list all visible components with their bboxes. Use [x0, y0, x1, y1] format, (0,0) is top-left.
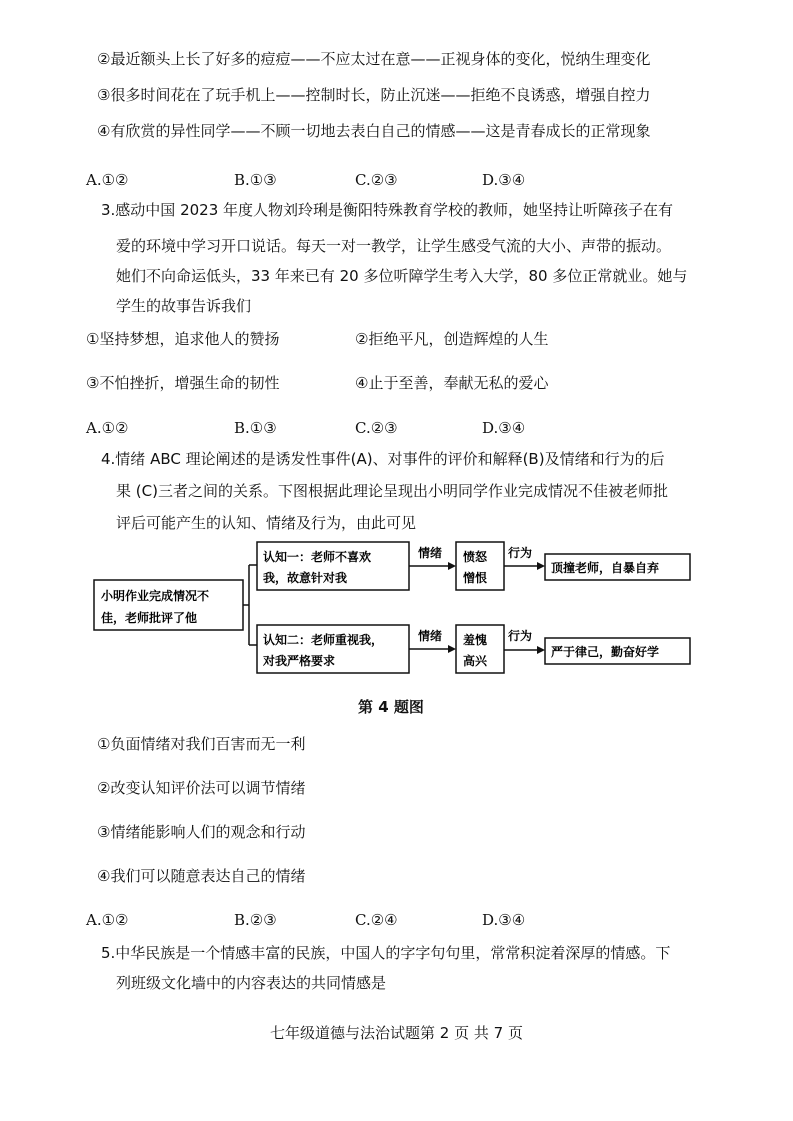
cognition-1-text-line2: 我，故意针对我: [263, 571, 348, 585]
q5-stem-line1: 5.中华民族是一个情感丰富的民族，中国人的字字句句里，常常积淀着深厚的情感。下: [101, 944, 671, 962]
q4-option-b: B.②③: [234, 911, 277, 929]
q4-stem-line2: 果 (C)三者之间的关系。下图根据此理论呈现出小明同学作业完成情况不佳被老师批: [116, 482, 668, 500]
q3-stem-line2: 爱的环境中学习开口说话。每天一对一教学，让学生感受气流的大小、声带的振动。: [116, 237, 672, 255]
q4-item-4: ④我们可以随意表达自己的情绪: [97, 867, 306, 885]
abc-theory-diagram: [0, 530, 793, 690]
emotion-label-2: 情绪: [418, 629, 443, 643]
q5-stem-line2: 列班级文化墙中的内容表达的共同情感是: [116, 974, 387, 992]
q3-stem-line1: 3.感动中国 2023 年度人物刘玲琍是衡阳特殊教育学校的教师，她坚持让听障孩子在有: [101, 201, 674, 219]
q2-option-a: A.①②: [86, 171, 129, 189]
q3-item-2: ②拒绝平凡，创造辉煌的人生: [355, 330, 549, 348]
action-2-text: 严于律己，勤奋好学: [551, 645, 660, 659]
q3-option-a: A.①②: [86, 419, 129, 437]
cognition-2-text-line2: 对我严格要求: [263, 654, 336, 668]
emotion-1-text-line1: 愤怒: [463, 550, 488, 564]
emotion-label-1: 情绪: [418, 546, 443, 560]
q3-item-3: ③不怕挫折，增强生命的韧性: [86, 374, 280, 392]
q4-option-c: C.②④: [355, 911, 398, 929]
arrow-head: [448, 562, 456, 570]
emotion-1-text-line2: 憎恨: [463, 571, 488, 585]
q3-stem-line4: 学生的故事告诉我们: [116, 297, 252, 315]
q3-item-4: ④止于至善，奉献无私的爱心: [355, 374, 549, 392]
q2-option-d: D.③④: [482, 171, 526, 189]
action-label-2: 行为: [508, 629, 533, 643]
arrow-head: [537, 646, 545, 654]
action-label-1: 行为: [508, 546, 533, 560]
q4-option-a: A.①②: [86, 911, 129, 929]
q2-item-4: ④有欣赏的异性同学——不顾一切地去表白自己的情感——这是青春成长的正常现象: [97, 122, 651, 140]
q3-option-b: B.①③: [234, 419, 277, 437]
action-1-text: 顶撞老师，自暴自弃: [551, 561, 660, 575]
cognition-1-text-line1: 认知一：老师不喜欢: [263, 550, 372, 564]
q4-item-3: ③情绪能影响人们的观念和行动: [97, 823, 306, 841]
arrow-head: [448, 645, 456, 653]
q4-item-2: ②改变认知评价法可以调节情绪: [97, 779, 306, 797]
page-footer: 七年级道德与法治试题第 2 页 共 7 页: [270, 1024, 523, 1042]
q4-stem-line1: 4.情绪 ABC 理论阐述的是诱发性事件(A)、对事件的评价和解释(B)及情绪和行为的后: [101, 450, 665, 468]
q3-option-d: D.③④: [482, 419, 526, 437]
figure-caption: 第 4 题图: [358, 698, 424, 716]
q4-option-d: D.③④: [482, 911, 526, 929]
event-text-line2: 佳，老师批评了他: [101, 611, 198, 625]
q4-stem-line3: 评后可能产生的认知、情绪及行为，由此可见: [116, 514, 417, 532]
cognition-2-text-line1: 认知二：老师重视我，: [263, 633, 384, 647]
q2-item-2: ②最近额头上长了好多的痘痘——不应太过在意——正视身体的变化，悦纳生理变化: [97, 50, 651, 68]
q4-item-1: ①负面情绪对我们百害而无一利: [97, 735, 306, 753]
q3-stem-line3: 她们不向命运低头，33 年来已有 20 多位听障学生考入大学，80 多位正常就业。她与: [116, 267, 688, 285]
q2-option-b: B.①③: [234, 171, 277, 189]
q2-option-c: C.②③: [355, 171, 398, 189]
q3-option-c: C.②③: [355, 419, 398, 437]
emotion-2-text-line2: 高兴: [463, 654, 488, 668]
event-text-line1: 小明作业完成情况不: [101, 589, 210, 603]
arrow-head: [537, 562, 545, 570]
q2-item-3: ③很多时间花在了玩手机上——控制时长，防止沉迷——拒绝不良诱惑，增强自控力: [97, 86, 651, 104]
q3-item-1: ①坚持梦想，追求他人的赞扬: [86, 330, 280, 348]
emotion-2-text-line1: 羞愧: [463, 633, 488, 647]
